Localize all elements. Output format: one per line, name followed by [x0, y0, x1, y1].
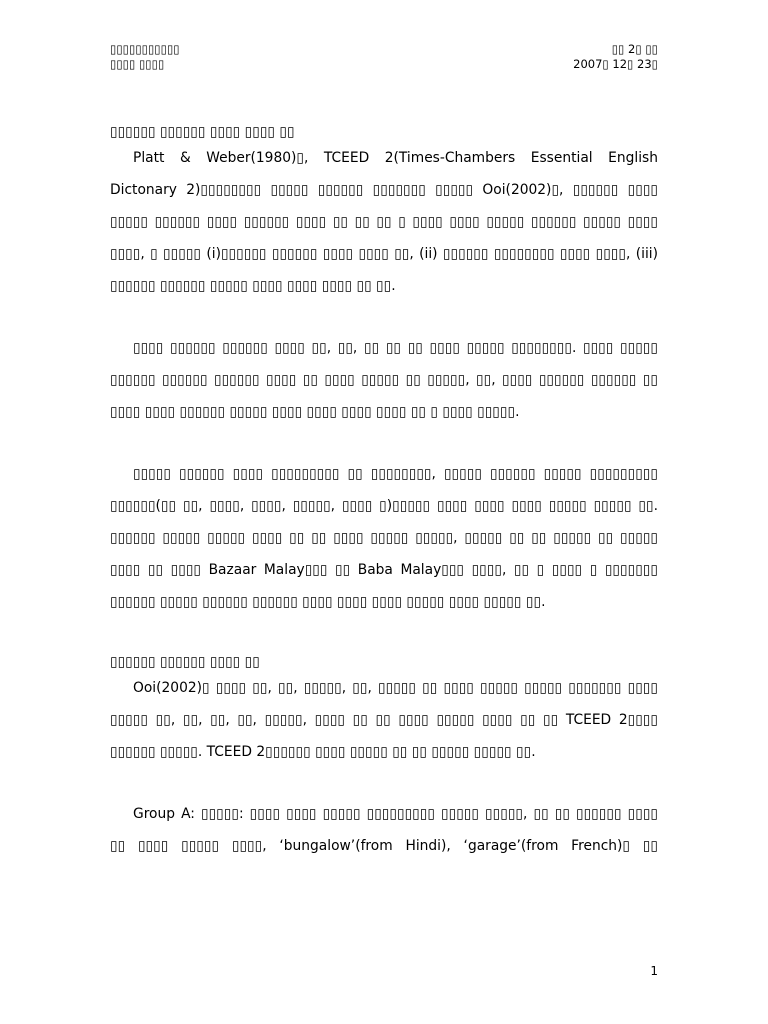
text-line: ▯▯▯▯ ▯▯ ▯▯▯▯ Bazaar Malay▯▯▯ ▯▯ Baba Malay▯▯▯ ▯▯▯▯, ▯▯ ▯ ▯▯▯▯ ▯ ▯▯▯▯▯▯▯	[110, 562, 658, 578]
paragraph	[110, 672, 658, 768]
text-line: Dictonary 2)▯▯▯▯▯▯▯▯ ▯▯▯▯▯ ▯▯▯▯▯▯ ▯▯▯▯▯▯▯ ▯▯▯▯▯ Ooi(2002)▯, ▯▯▯▯▯▯ ▯▯▯▯	[110, 182, 658, 198]
header-right	[573, 42, 658, 72]
text-line: ▯▯▯▯, ▯ ▯▯▯▯▯ (i)▯▯▯▯▯▯ ▯▯▯▯▯▯ ▯▯▯▯ ▯▯▯▯ ▯▯, (ii) ▯▯▯▯▯▯ ▯▯▯▯▯▯▯▯ ▯▯▯▯ ▯▯▯▯, (iii)	[110, 246, 658, 262]
paragraph	[110, 332, 658, 428]
text-line: ▯▯▯▯▯ ▯▯▯▯▯▯ ▯▯▯▯ ▯▯▯▯▯▯▯▯▯ ▯▯ ▯▯▯▯▯▯▯▯, ▯▯▯▯▯ ▯▯▯▯▯▯ ▯▯▯▯▯ ▯▯▯▯▯▯▯▯▯	[133, 466, 658, 482]
text-line: ▯▯▯▯▯▯ ▯▯▯▯▯▯ ▯▯▯▯▯ ▯▯▯▯ ▯▯▯▯ ▯▯▯▯ ▯▯ ▯▯.	[110, 278, 396, 294]
paragraph	[110, 458, 658, 618]
header-author: ▯▯▯▯ ▯▯▯▯	[110, 57, 165, 71]
text-line: ▯▯▯▯▯▯ ▯▯▯▯▯ ▯▯▯▯▯▯ ▯▯▯▯▯▯ ▯▯▯▯ ▯▯▯▯ ▯▯▯▯ ▯▯▯▯▯ ▯▯▯▯ ▯▯▯▯▯ ▯▯.	[110, 594, 546, 610]
header-org: ▯▯▯▯▯▯▯▯▯▯▯	[110, 42, 180, 56]
document-body	[110, 122, 658, 862]
text-line: Ooi(2002)▯ ▯▯▯▯ ▯▯, ▯▯, ▯▯▯▯▯, ▯▯, ▯▯▯▯▯ ▯▯ ▯▯▯▯ ▯▯▯▯▯ ▯▯▯▯▯ ▯▯▯▯▯▯▯ ▯▯▯▯	[133, 680, 658, 696]
text-line: ▯▯▯▯▯▯(▯▯ ▯▯, ▯▯▯▯, ▯▯▯▯, ▯▯▯▯▯, ▯▯▯▯ ▯)▯▯▯▯▯ ▯▯▯▯ ▯▯▯▯ ▯▯▯▯ ▯▯▯▯▯ ▯▯▯▯▯ ▯▯.	[110, 498, 658, 514]
paragraph	[110, 798, 658, 862]
header-date: 2007▯ 12▯ 23▯	[573, 57, 658, 71]
section-heading: ▯▯▯▯▯▯ ▯▯▯▯▯▯ ▯▯▯▯ ▯▯▯▯ ▯▯	[110, 124, 295, 140]
paragraph	[110, 142, 658, 302]
text-line: ▯▯▯▯▯ ▯▯, ▯▯, ▯▯, ▯▯, ▯▯▯▯▯, ▯▯▯▯ ▯▯ ▯▯ ▯▯▯▯ ▯▯▯▯▯ ▯▯▯▯ ▯▯ ▯▯ TCEED 2▯▯▯▯	[110, 712, 658, 728]
text-line: ▯▯▯▯▯▯ ▯▯▯▯▯▯ ▯▯▯▯▯▯ ▯▯▯▯ ▯▯ ▯▯▯▯ ▯▯▯▯▯ ▯▯ ▯▯▯▯▯, ▯▯, ▯▯▯▯ ▯▯▯▯▯▯ ▯▯▯▯▯▯ ▯▯	[110, 372, 658, 388]
text-line: ▯▯▯▯ ▯▯▯▯▯▯ ▯▯▯▯▯▯ ▯▯▯▯ ▯▯, ▯▯, ▯▯ ▯▯ ▯▯ ▯▯▯▯ ▯▯▯▯▯ ▯▯▯▯▯▯▯▯. ▯▯▯▯ ▯▯▯▯▯	[133, 340, 658, 356]
text-line: ▯▯ ▯▯▯▯ ▯▯▯▯▯ ▯▯▯▯, ‘bungalow’(from Hindi), ‘garage’(from French)▯ ▯▯	[110, 838, 658, 854]
section-heading: ▯▯▯▯▯▯ ▯▯▯▯▯▯ ▯▯▯▯ ▯▯	[110, 654, 260, 670]
text-line: ▯▯▯▯ ▯▯▯▯ ▯▯▯▯▯▯ ▯▯▯▯▯ ▯▯▯▯ ▯▯▯▯ ▯▯▯▯ ▯▯▯▯ ▯▯ ▯ ▯▯▯▯ ▯▯▯▯▯.	[110, 404, 520, 420]
text-line: ▯▯▯▯▯▯ ▯▯▯▯▯ ▯▯▯▯▯ ▯▯▯▯ ▯▯ ▯▯ ▯▯▯▯ ▯▯▯▯▯ ▯▯▯▯▯, ▯▯▯▯▯ ▯▯ ▯▯ ▯▯▯▯▯ ▯▯ ▯▯▯▯▯	[110, 530, 658, 546]
text-line: Platt & Weber(1980)▯, TCEED 2(Times-Chambers Essential English	[133, 150, 658, 166]
text-line: ▯▯▯▯▯▯ ▯▯▯▯▯. TCEED 2▯▯▯▯▯▯ ▯▯▯▯ ▯▯▯▯▯ ▯▯ ▯▯ ▯▯▯▯▯ ▯▯▯▯▯ ▯▯.	[110, 744, 536, 760]
text-line: ▯▯▯▯▯ ▯▯▯▯▯▯ ▯▯▯▯ ▯▯▯▯▯▯ ▯▯▯▯ ▯▯ ▯▯ ▯▯ ▯ ▯▯▯▯ ▯▯▯▯ ▯▯▯▯▯ ▯▯▯▯▯▯ ▯▯▯▯▯ ▯▯▯▯	[110, 214, 658, 230]
header-issue: ▯▯ 2▯ ▯▯	[611, 42, 658, 56]
text-line: Group A: ▯▯▯▯▯: ▯▯▯▯ ▯▯▯▯ ▯▯▯▯▯ ▯▯▯▯▯▯▯▯▯ ▯▯▯▯▯ ▯▯▯▯▯, ▯▯ ▯▯ ▯▯▯▯▯▯ ▯▯▯▯	[133, 806, 658, 822]
header-left	[110, 42, 180, 72]
page-number: 1	[650, 964, 658, 978]
